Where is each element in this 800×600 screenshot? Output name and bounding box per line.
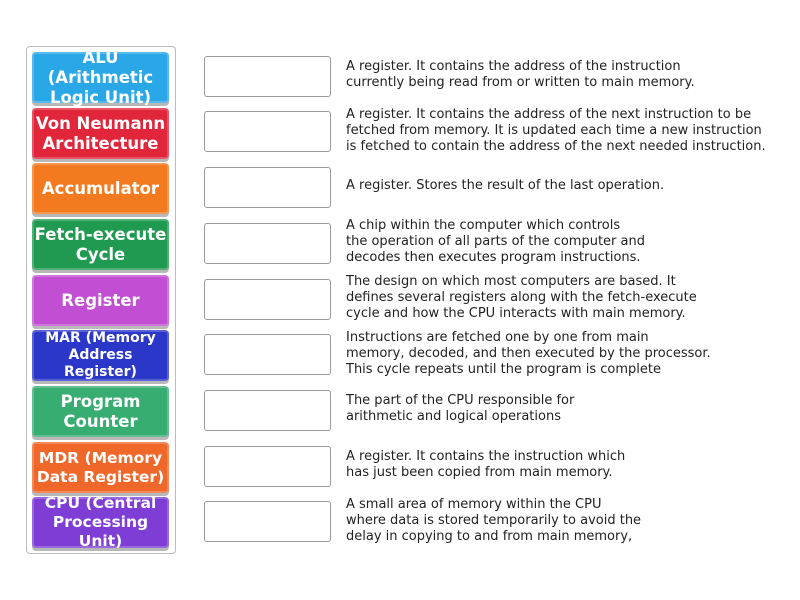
drop-slot[interactable] [204,446,331,487]
tile-register[interactable]: Register [32,275,169,326]
description-text: A register. Stores the result of the last operation. [346,178,665,193]
description-text: A small area of memory within the CPU where data is stored temporarily to avoid the delay in copying to and from main memory, [346,497,642,544]
drop-slot[interactable] [204,223,331,264]
drop-slot[interactable] [204,390,331,431]
description-text: A register. It contains the address of the next instruction to be fetched from memory. It is updated each time a new instruction is fetched to contain the address of the next needed instruction. [346,107,766,154]
drop-slot[interactable] [204,111,331,152]
drop-slot[interactable] [204,56,331,97]
tile-von-neumann[interactable]: Von Neumann Architecture [32,108,169,159]
description-text: The design on which most computers are based. It defines several registers along with the fetch-execute cycle and how the CPU interacts with main memory. [346,274,697,321]
tile-fetch-execute[interactable]: Fetch-execute Cycle [32,219,169,270]
drop-slot[interactable] [204,167,331,208]
tile-mdr[interactable]: MDR (Memory Data Register) [32,442,169,493]
tile-alu[interactable]: ALU (Arithmetic Logic Unit) [32,52,169,103]
description-text: A chip within the computer which controls the operation of all parts of the computer and decodes then executes program instructions. [346,218,645,265]
tile-accumulator[interactable]: Accumulator [32,163,169,214]
description-text: A register. It contains the address of the instruction currently being read from or written to main memory. [346,59,695,90]
drop-slot[interactable] [204,279,331,320]
description-text: A register. It contains the instruction which has just been copied from main memory. [346,449,626,480]
drop-slot[interactable] [204,334,331,375]
tile-mar[interactable]: MAR (Memory Address Register) [32,330,169,381]
description-text: The part of the CPU responsible for arithmetic and logical operations [346,393,575,424]
description-text: Instructions are fetched one by one from main memory, decoded, and then executed by the processor. This cycle repeats until the program is complete [346,330,711,377]
drop-slot[interactable] [204,501,331,542]
tile-cpu[interactable]: CPU (Central Processing Unit) [32,497,169,548]
tile-program-counter[interactable]: Program Counter [32,386,169,437]
